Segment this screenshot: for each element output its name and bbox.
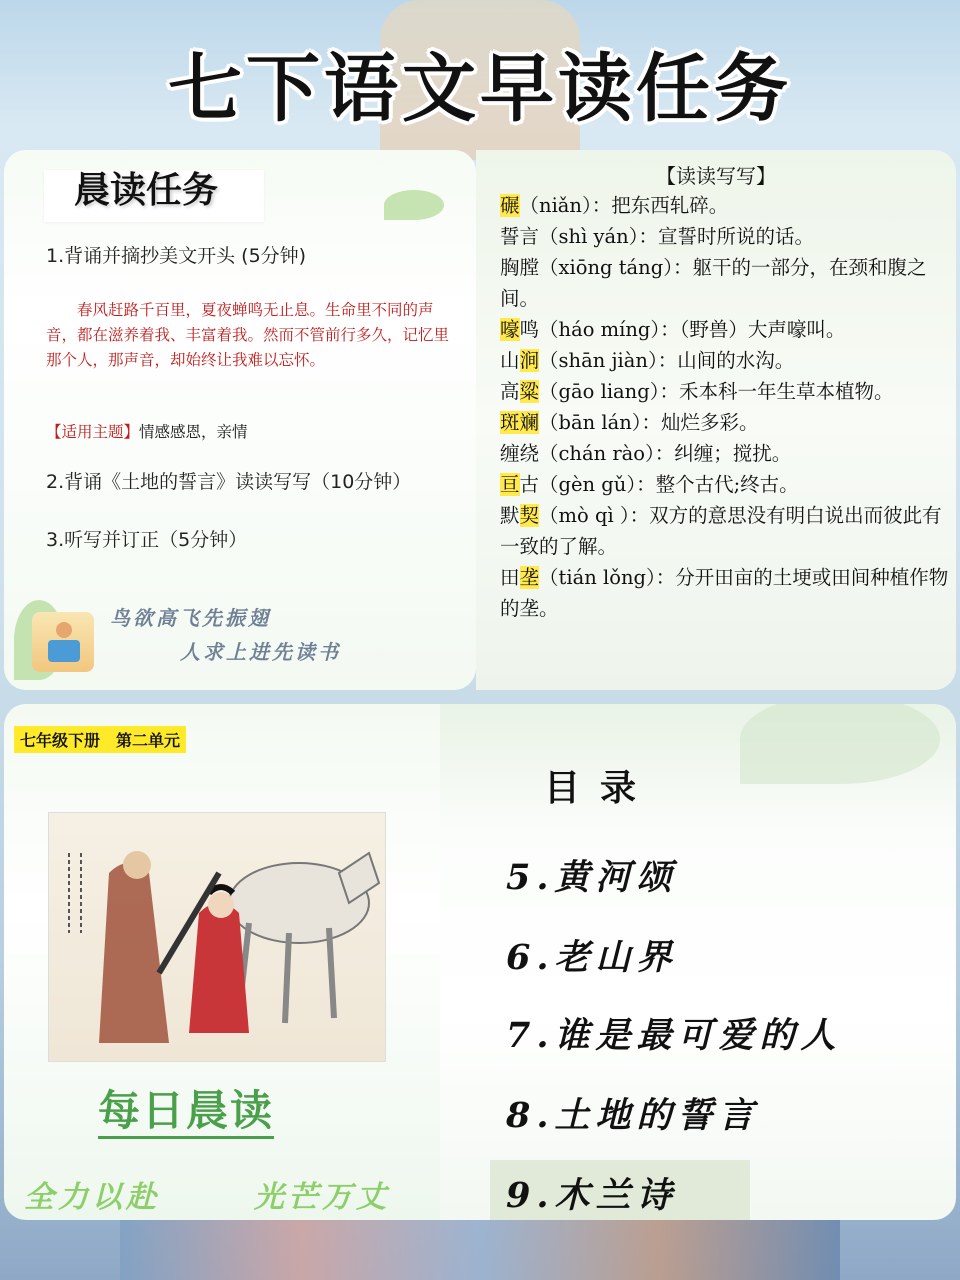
- mulan-painting: [48, 812, 386, 1062]
- vocab-entry: [500, 438, 950, 469]
- page-title: 七下语文早读任务: [168, 46, 792, 132]
- leaf-decoration: [740, 704, 940, 784]
- theme-tag: 【适用主题】: [46, 423, 140, 441]
- vocab-entry: [500, 469, 950, 500]
- vocab-text: （mò qì ）：双方的意思没有明白说出而彼此有一致的了解。: [500, 504, 942, 558]
- vocab-highlight: 斑斓: [500, 411, 540, 434]
- passage-text: 春风赶路千百里，夏夜蝉鸣无止息。生命里不同的声音，都在滋养着我、丰富着我。然而不管前行多久，记忆里那个人，那声音，却始终让我难以忘怀。: [46, 301, 450, 369]
- toc-item: 5.黄河颂: [506, 857, 678, 898]
- vocab-entry: [500, 345, 950, 376]
- read-write-card: [476, 150, 956, 690]
- slogan-2: 光芒万丈: [254, 1180, 390, 1215]
- vocab-entry: [500, 221, 950, 252]
- task-1: 1.背诵并摘抄美文开头 (5分钟): [46, 245, 307, 267]
- toc-item: 7.谁是最可爱的人: [506, 1015, 842, 1056]
- task-3: 3.听写并订正（5分钟）: [46, 529, 248, 551]
- vocab-text: （niǎn）：把东西轧碎。: [519, 194, 729, 217]
- vocab-text: （bān lán）：灿烂多彩。: [539, 411, 759, 434]
- vocab-text: 鸣（háo míng）：（野兽）大声嚎叫。: [519, 318, 846, 341]
- vocab-prefix: 田: [500, 566, 520, 589]
- theme-line: [46, 420, 248, 442]
- leaf-decoration: [384, 190, 444, 220]
- vocab-text: （tián lǒng）：分开田亩的土埂或田间种植作物的垄。: [500, 566, 949, 620]
- background-bottom-scene: [120, 1215, 840, 1280]
- slogan-1: 全力以赴: [24, 1180, 160, 1215]
- daily-reading-label: 每日晨读: [98, 1086, 274, 1139]
- vocab-text: 古（gèn gǔ）：整个古代;终古。: [519, 473, 799, 496]
- vocab-entry: [500, 314, 950, 345]
- vocab-entry: [500, 562, 950, 624]
- toc-card: [440, 704, 956, 1220]
- vocab-highlight: 碾: [500, 194, 520, 217]
- vocab-text: 缠绕（chán rào）：纠缠；搅扰。: [500, 442, 792, 465]
- vocab-text: （shān jiàn）：山间的水沟。: [539, 349, 795, 372]
- morning-heading: 晨读任务: [74, 170, 219, 211]
- vocab-highlight: 契: [519, 504, 540, 527]
- read-write-title: 【读读写写】: [656, 164, 776, 188]
- vocab-text: （gāo liang）：禾本科一年生草本植物。: [539, 380, 894, 403]
- vocab-text: 誓言（shì yán）：宣誓时所说的话。: [500, 225, 814, 248]
- vocab-entry: [500, 407, 950, 438]
- theme-text: 情感感恩，亲情: [139, 423, 248, 441]
- vocab-prefix: 默: [500, 504, 520, 527]
- vocab-entry: [500, 376, 950, 407]
- unit-tag: 七年级下册 第二单元: [14, 726, 186, 753]
- morning-task-card: [4, 150, 476, 690]
- vocab-highlight: 亘: [500, 473, 520, 496]
- vocab-entry: [500, 190, 950, 221]
- mulan-painting-illustration: [49, 813, 385, 1061]
- toc-item: 6.老山界: [506, 937, 678, 978]
- toc-item: 9.木兰诗: [506, 1175, 678, 1216]
- vocab-text: 胸膛（xiōng táng）：躯干的一部分，在颈和腹之间。: [500, 256, 927, 310]
- unit-cover-card: [4, 704, 440, 1220]
- task-2: 2.背诵《土地的誓言》读读写写（10分钟）: [46, 471, 412, 493]
- vocab-highlight: 涧: [519, 349, 540, 372]
- vocab-list: [500, 190, 950, 624]
- toc-item: 8.土地的誓言: [506, 1095, 760, 1136]
- vocab-entry: [500, 500, 950, 562]
- reading-child-icon: [32, 612, 94, 672]
- vocab-prefix: 山: [500, 349, 520, 372]
- toc-title: 目录: [544, 767, 657, 809]
- vocab-entry: [500, 252, 950, 314]
- vocab-highlight: 嚎: [500, 318, 520, 341]
- motto-line-2: 人求上进先读书: [180, 640, 341, 664]
- motto-line-1: 鸟欲高飞先振翅: [110, 606, 271, 630]
- vocab-highlight: 粱: [519, 380, 540, 403]
- vocab-prefix: 高: [500, 380, 520, 403]
- vocab-highlight: 垄: [519, 566, 540, 589]
